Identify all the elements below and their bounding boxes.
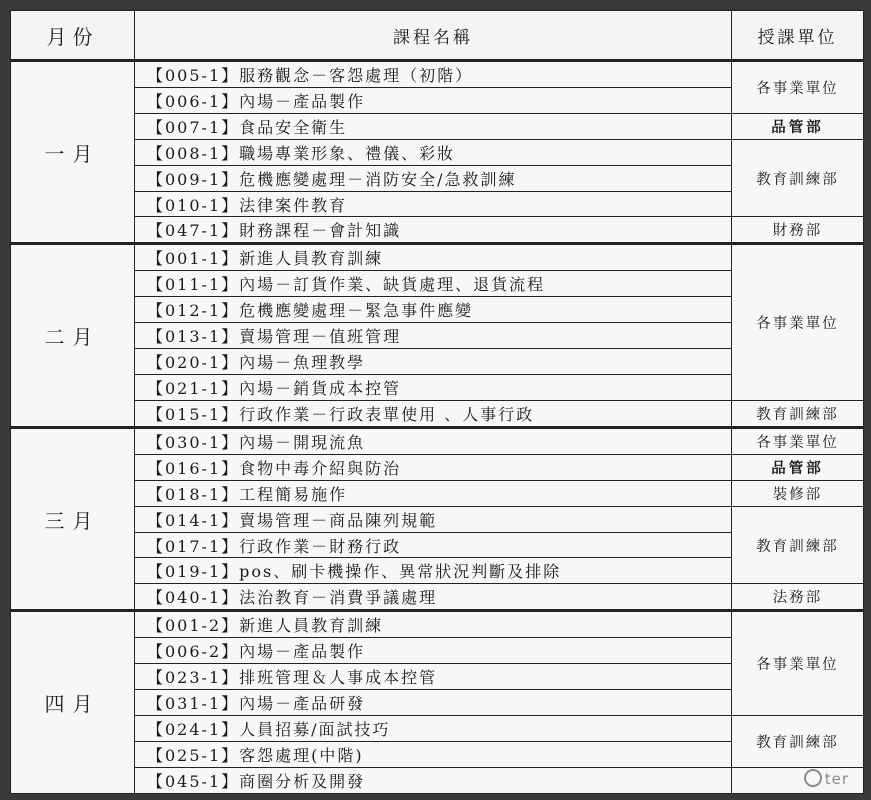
table-row — [11, 217, 864, 244]
course-name-cell: 【025-1】客怨處理(中階) — [135, 741, 732, 767]
unit-cell: 品管部 — [732, 454, 864, 480]
month-cell: 三月 — [11, 427, 135, 610]
unit-cell: 各事業單位 — [732, 244, 864, 400]
course-name-cell: 【014-1】賣場管理－商品陳列規範 — [135, 506, 732, 532]
table-row — [11, 454, 864, 480]
course-name-cell: 【010-1】法律案件教育 — [135, 191, 732, 217]
course-name-cell: 【006-1】內場－產品製作 — [135, 87, 732, 113]
unit-cell: 各事業單位 — [732, 61, 864, 114]
table-row — [11, 506, 864, 532]
header-row — [11, 11, 864, 61]
course-name-cell: 【031-1】內場－產品研發 — [135, 690, 732, 716]
course-name-cell: 【008-1】職場專業形象、禮儀、彩妝 — [135, 139, 732, 165]
course-name-cell: 【016-1】食物中毒介紹與防治 — [135, 454, 732, 480]
course-name-cell: 【021-1】內場－銷貨成本控管 — [135, 375, 732, 401]
month-cell: 四月 — [11, 611, 135, 794]
course-name-cell: 【011-1】內場－訂貨作業、缺貨處理、退貨流程 — [135, 271, 732, 297]
unit-cell: 法務部 — [732, 584, 864, 611]
month-cell: 一月 — [11, 61, 135, 244]
unit-cell: 各事業單位 — [732, 611, 864, 716]
unit-cell: 教育訓練部 — [732, 715, 864, 767]
table-row — [11, 611, 864, 638]
header-unit: 授課單位 — [732, 11, 864, 61]
course-name-cell: 【040-1】法治教育－消費爭議處理 — [135, 584, 732, 611]
course-name-cell: 【015-1】行政作業－行政表單使用 、人事行政 — [135, 400, 732, 427]
unit-cell: 教育訓練部 — [732, 400, 864, 427]
course-name-cell: 【009-1】危機應變處理－消防安全/急救訓練 — [135, 165, 732, 191]
table-row — [11, 767, 864, 793]
course-name-cell: 【018-1】工程簡易施作 — [135, 480, 732, 506]
course-name-cell: 【024-1】人員招募/面試技巧 — [135, 715, 732, 741]
unit-cell: 各事業單位 — [732, 427, 864, 454]
unit-cell: 教育訓練部 — [732, 139, 864, 217]
table-row — [11, 61, 864, 88]
table-row — [11, 400, 864, 427]
watermark — [804, 769, 849, 788]
course-name-cell: 【047-1】財務課程－會計知識 — [135, 217, 732, 244]
course-name-cell: 【006-2】內場－產品製作 — [135, 638, 732, 664]
course-name-cell: 【001-1】新進人員教育訓練 — [135, 244, 732, 271]
course-schedule-table — [10, 10, 864, 794]
table-row — [11, 113, 864, 139]
course-name-cell: 【001-2】新進人員教育訓練 — [135, 611, 732, 638]
month-cell: 二月 — [11, 244, 135, 427]
watermark-text: ter — [824, 770, 849, 788]
table-row — [11, 244, 864, 271]
course-name-cell: 【005-1】服務觀念－客怨處理（初階） — [135, 61, 732, 88]
unit-cell: 教育訓練部 — [732, 506, 864, 584]
table-row — [11, 715, 864, 741]
table-row — [11, 480, 864, 506]
unit-cell: 品管部 — [732, 113, 864, 139]
course-name-cell: 【019-1】pos、刷卡機操作、異常狀況判斷及排除 — [135, 558, 732, 584]
schedule-body — [11, 61, 864, 794]
table-row — [11, 427, 864, 454]
header-month: 月份 — [11, 11, 135, 61]
unit-cell: 財務部 — [732, 217, 864, 244]
course-name-cell: 【007-1】食品安全衛生 — [135, 113, 732, 139]
table-row — [11, 139, 864, 165]
unit-cell: 裝修部 — [732, 480, 864, 506]
course-name-cell: 【045-1】商圈分析及開發 — [135, 767, 732, 793]
course-name-cell: 【012-1】危機應變處理－緊急事件應變 — [135, 297, 732, 323]
watermark-logo-icon — [804, 769, 822, 787]
course-name-cell: 【013-1】賣場管理－值班管理 — [135, 323, 732, 349]
course-name-cell: 【030-1】內場－開現流魚 — [135, 427, 732, 454]
schedule-document — [10, 10, 863, 794]
table-row — [11, 584, 864, 611]
course-name-cell: 【023-1】排班管理＆人事成本控管 — [135, 664, 732, 690]
course-name-cell: 【017-1】行政作業－財務行政 — [135, 532, 732, 558]
course-name-cell: 【020-1】內場－魚理教學 — [135, 349, 732, 375]
header-course: 課程名稱 — [135, 11, 732, 61]
